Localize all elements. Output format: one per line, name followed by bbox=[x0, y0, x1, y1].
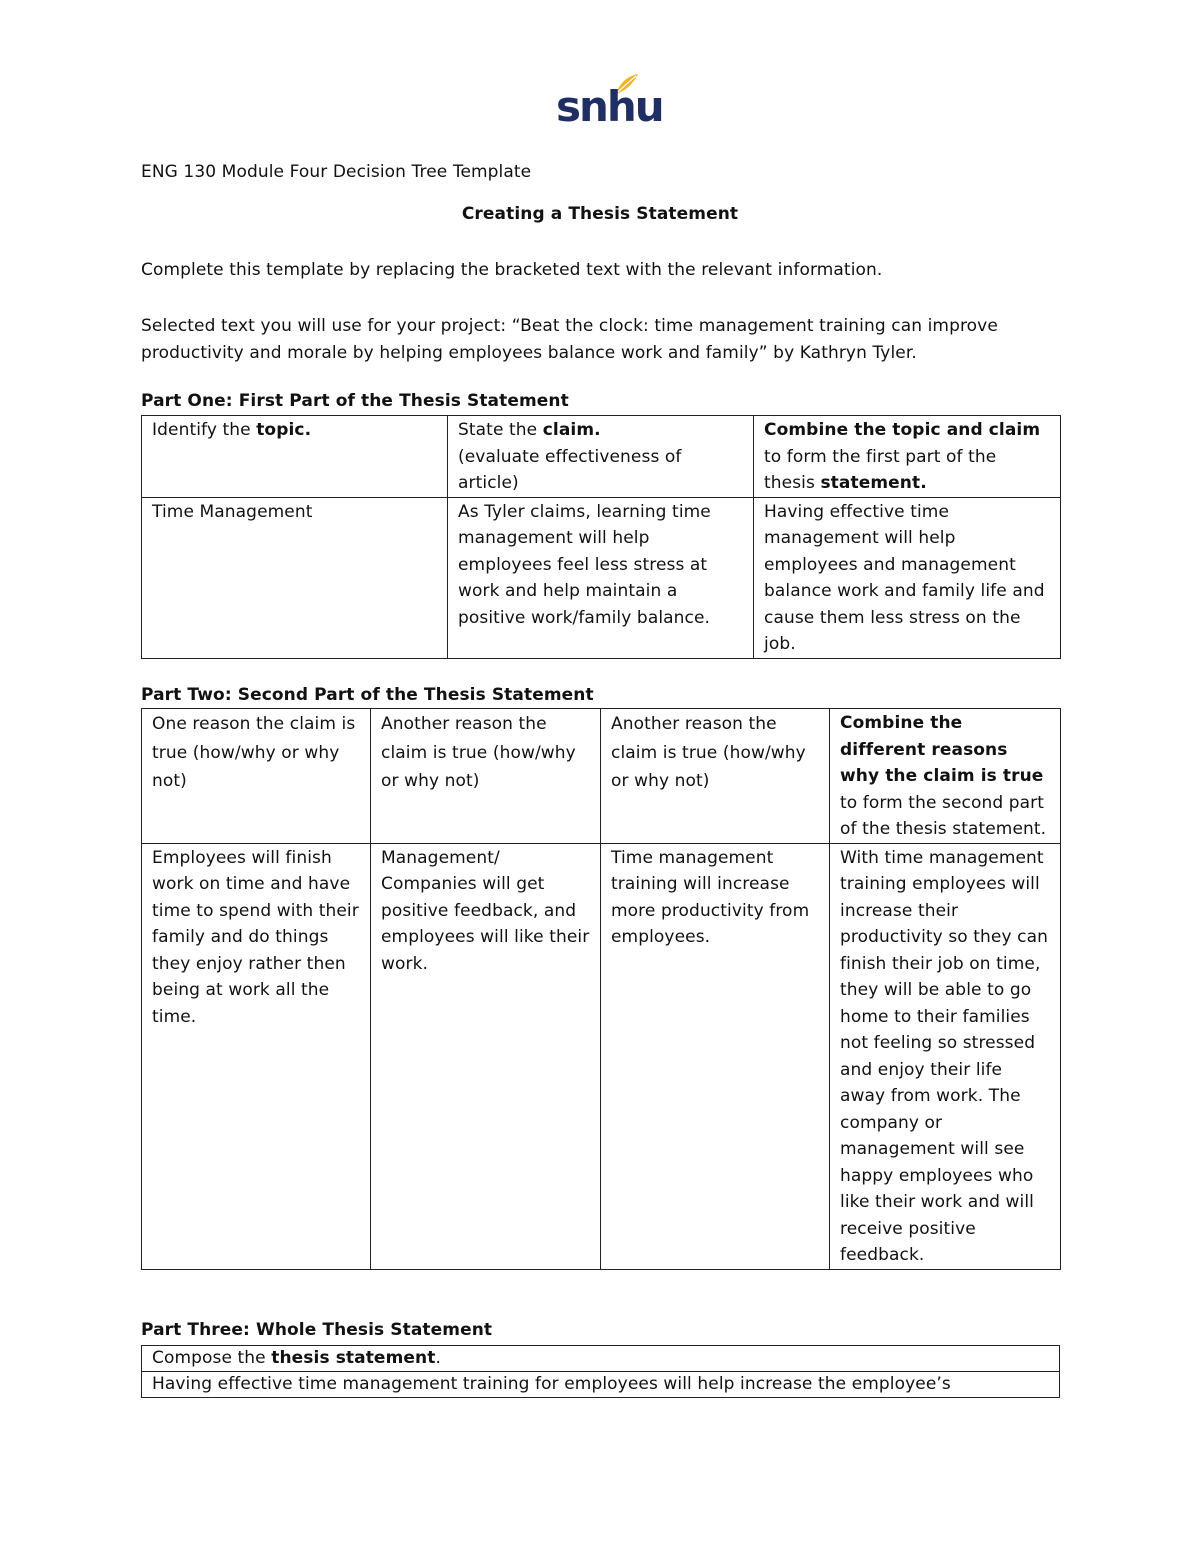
header-identify-topic: Identify the topic. bbox=[142, 416, 448, 498]
header-reason-one: One reason the claim is true (how/why or why not) bbox=[142, 709, 371, 844]
part-three-table bbox=[141, 1345, 1060, 1398]
instructions: Complete this template by replacing the bracketed text with the relevant information. bbox=[141, 260, 883, 280]
header-combine-topic-claim: Combine the topic and claim to form the first part of the thesis statement. bbox=[754, 416, 1061, 498]
header-combine-reasons: Combine the different reasons why the claim is true to form the second part of the thesis statement. bbox=[830, 709, 1061, 844]
part-two-title: Part Two: Second Part of the Thesis Statement bbox=[141, 685, 594, 705]
part-two-table bbox=[141, 708, 1061, 1270]
header-compose-thesis: Compose the thesis statement. bbox=[142, 1346, 1060, 1372]
topic-cell: Time Management bbox=[142, 497, 448, 658]
table-header-row bbox=[142, 416, 1061, 498]
selected-text: Selected text you will use for your project: “Beat the clock: time management training can improve productivity and morale by helping employees balance work and family” by Kathryn Tyler. bbox=[141, 316, 998, 363]
table-row bbox=[142, 497, 1061, 658]
table-row bbox=[142, 1372, 1060, 1398]
part-one-table bbox=[141, 415, 1061, 659]
combined-reasons-cell: With time management training employees will increase their productivity so they can finish their job on time, they will be able to go home to their families not feeling so stressed and enjoy their life away from work. The company or management will see happy employees who like their work and will receive positive feedback. bbox=[830, 843, 1061, 1269]
header-state-claim: State the claim. (evaluate effectiveness of article) bbox=[448, 416, 754, 498]
part-one-title: Part One: First Part of the Thesis Statement bbox=[141, 391, 569, 411]
part-three-title: Part Three: Whole Thesis Statement bbox=[141, 1320, 493, 1340]
reason-three-cell: Time management training will increase more productivity from employees. bbox=[601, 843, 830, 1269]
logo-text: snhu bbox=[556, 82, 663, 131]
document-title: ENG 130 Module Four Decision Tree Template bbox=[141, 162, 532, 182]
combined-cell: Having effective time management will help employees and management balance work and family life and cause them less stress on the job. bbox=[754, 497, 1061, 658]
claim-cell: As Tyler claims, learning time management will help employees feel less stress at work and help maintain a positive work/family balance. bbox=[448, 497, 754, 658]
table-header-row bbox=[142, 709, 1061, 844]
table-row bbox=[142, 843, 1061, 1269]
thesis-statement-cell: Having effective time management training for employees will help increase the employee’s bbox=[142, 1372, 1060, 1398]
header-reason-two: Another reason the claim is true (how/why or why not) bbox=[371, 709, 601, 844]
table-header-row bbox=[142, 1346, 1060, 1372]
header-reason-three: Another reason the claim is true (how/why or why not) bbox=[601, 709, 830, 844]
reason-one-cell: Employees will finish work on time and have time to spend with their family and do things they enjoy rather then being at work all the time. bbox=[142, 843, 371, 1269]
page-heading: Creating a Thesis Statement bbox=[461, 204, 739, 224]
reason-two-cell: Management/ Companies will get positive feedback, and employees will like their work. bbox=[371, 843, 601, 1269]
snhu-logo bbox=[552, 70, 663, 136]
